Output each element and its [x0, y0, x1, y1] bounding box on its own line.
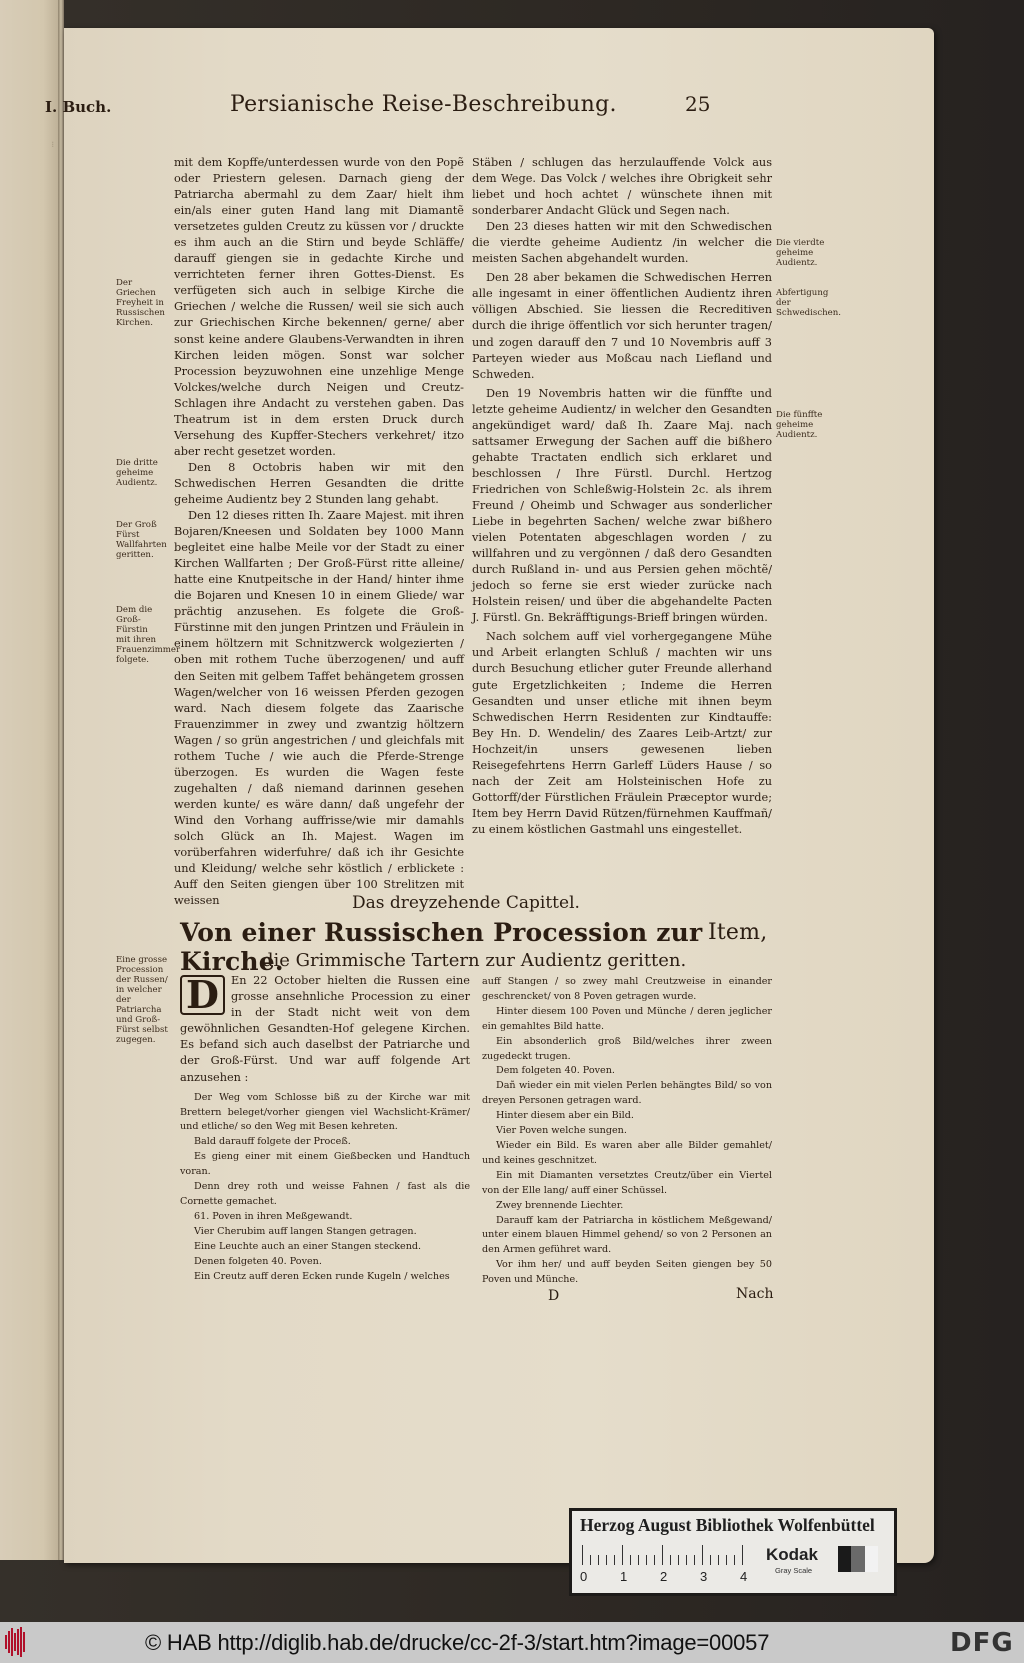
page-number: 25: [685, 92, 711, 116]
footer-bar: [0, 1622, 1024, 1663]
running-title: Persianische Reise-Beschreibung.: [230, 92, 617, 117]
paragraph: mit dem Kopffe/unterdessen wurde von den Popẽ oder Priestern gelesen. Darnach gieng der Patriarcha abermahl zu dem Zaar/ hielt ihm ein/als einer guten Hand lang mit Diamantẽ versetzetes gulden Creutz zu küssen vor / druckte es ihm auch an die Stirn und beyde Schläffe/ darauff giengen sie in gedachte Kirche und verrichteten ferner ihren Gottes-Dienst. Es verfügeten sich auch in selbige Kirche die Griechen / welche die Russen/ weil sie sich auch zur Griechischen Kirche bekennen/ gerne/ aber sonst keine andere Glaubens-Verwandten in ihren Kirchen leiden mögen. Sonst war solcher Procession beyzuwohnen eine unzehlige Menge Volckes/welche durch Neigen und Creutz-Schlagen ihre Andacht zu verstehen gaben. Das Theatrum ist in dem ersten Druck durch Versehung des Kupffer-Stechers verkehret/ itzo aber recht gesetzet worden.: [174, 156, 464, 458]
list-item: Der Weg vom Schlosse biß zu der Kirche war mit Brettern beleget/vorher giengen viel Wachslicht-Krämer/ und etliche/ so den Weg mit Besen kehreten.: [180, 1091, 470, 1133]
scale-target: [572, 1511, 894, 1593]
ruler-label: 0: [580, 1569, 588, 1584]
list-item: Vor ihm her/ und auff beyden Seiten giengen bey 50 Poven und Münche.: [482, 1259, 772, 1286]
paragraph: En 22 October hielten die Russen eine grosse ansehnliche Procession zu einer in der Stadt nicht weit von dem gewöhnlichen Gesandten-Hof gelegene Kirchen. Es befand sich auch daselbst der Patriarche und der Groß-Fürst. Und war auff folgende Art anzusehen :: [180, 974, 470, 1084]
ghost-text: ⁝: [51, 140, 54, 149]
signature-mark: D: [548, 1288, 560, 1304]
left-column-top: [174, 155, 464, 909]
list-item: Eine Leuchte auch an einer Stangen steckend.: [194, 1240, 422, 1252]
margin-note: Abfertigung der Schwedischen.: [776, 288, 842, 318]
ruler-label: 1: [620, 1569, 628, 1584]
paragraph: Den 12 dieses ritten Ih. Zaare Majest. mit ihren Bojaren/Kneesen und Soldaten bey 1000 Mann begleitet eine halbe Meile vor der Stadt zu einer Kirchen Wallfarten ; Der Groß-Fürst ritte alleine/ hatte eine Knutpeitsche in der Hand/ hinter ihme die Bojaren und Knesen 10 in einem Gliede/ war prächtig anzusehen. Es folgete die Groß-Fürstinne mit den jungen Printzen und Fräulein in einem höltzern mit Schnitzwerck wolgezierten / oben mit rothem Tuche überzogenen/ und auff den Seiten mit gelbem Taffet behängetem grossen Wagen/welcher von 16 weissen Pferden gezogen ward. Nach diesem folgete das Zaarische Frauenzimmer in zwey und zwantzig höltzern Wagen / so grün angestrichen / und gleichfals mit rothem Tuche / wie auch die Pferde-Strenge überzogen. Es wurden die Wagen feste zugehalten / daß niemand darinnen gesehen werden kunte/ es wäre dann/ daß ungefehr der Wind den Vorhang auffrisse/wie mir damahls solch Glück an Ih. Majest. Wagen im vorüberfahren widerfuhre/ daß ich ihr Gesichte und Kleidung/ welche sehr köstlich / erblickete : Auff den Seiten giengen über 100 Strelitzen mit weissen: [174, 509, 464, 908]
list-item: Dañ wieder ein mit vielen Perlen behängtes Bild/ so von dreyen Personen getragen ward.: [482, 1080, 772, 1107]
book-label: I. Buch.: [45, 98, 112, 116]
catchword: Nach: [736, 1286, 774, 1302]
paragraph: Stäben / schlugen das herzulauffende Volck aus dem Wege. Das Volck / welches ihre Obrigkeit sehr liebet und hoch achtet / wünschete ihnen mit sonderbarer Andacht Glück und Segen nach.: [472, 156, 772, 218]
chapter-title-text: Von einer Russischen Procession zur Kirche.: [180, 918, 703, 976]
chapter-number: Das dreyzehende Capittel.: [352, 893, 580, 913]
right-column-top: [472, 155, 772, 838]
paragraph: Den 19 Novembris hatten wir die fünffte und letzte geheime Audientz/ in welcher den Gesandten angekündiget ward/ daß Ih. Zaare Maj. nach sattsamer Erwegung der Sachen auff die bißhero gehabte Tractaten endlich sich erklaret und beschlossen / Ihre Fürstl. Durchl. Hertzog Friedrichen von Schleßwig-Holstein 2c. als ihrem Freund / Oheimb und Schwager aus sonderlicher Liebe in begehrten Sachen/ welche zwar bißhero vielen Potentaten abgeschlagen worden / zu willfahren und zu vergönnen / daß dero Gesandten durch Rußland in- und aus Persien gehen möchtẽ/ jedoch so ferne sie erst wieder zurücke nach Holstein reisen/ und über die abgehandelte Pacten J. Fürstl. Gn. Bekräfftigungs-Brieff bringen würden.: [472, 386, 772, 625]
paragraph: Den 23 dieses hatten wir mit den Schwedischen die vierdte geheime Audientz /in welcher die meisten Sachen abgehandelt wurden.: [472, 220, 772, 266]
scale-target-title: Herzog August Bibliothek Wolfenbüttel: [580, 1515, 875, 1535]
list-item: Denn drey roth und weisse Fahnen / fast als die Cornette gemachet.: [180, 1181, 470, 1207]
dropcap-initial: D: [180, 975, 225, 1015]
footer-credit-link[interactable]: © HAB http://diglib.hab.de/drucke/cc-2f-3/start.htm?image=00057: [145, 1630, 770, 1655]
list-item: Zwey brennende Liechter.: [496, 1199, 624, 1211]
list-item: auff Stangen / so zwey mahl Creutzweise in einander geschrencket/ von 8 Poven getragen wurde.: [482, 976, 772, 1002]
ruler-label: 4: [740, 1569, 748, 1584]
list-item: Wieder ein Bild. Es waren aber alle Bilder gemahlet/ und keines geschnitzet.: [482, 1139, 772, 1166]
right-column-bottom: [482, 975, 772, 1288]
list-item: Vier Poven welche sungen.: [496, 1125, 627, 1137]
list-item: Vier Cherubim auff langen Stangen getragen.: [194, 1225, 417, 1237]
paragraph: Den 8 Octobris haben wir mit den Schwedischen Herren Gesandten die dritte geheime Audientz bey 2 Stunden lang gehabt.: [174, 460, 464, 506]
hab-logo-icon: [5, 1627, 25, 1657]
list-item: Hinter diesem 100 Poven und Münche / deren jeglicher ein gemahltes Bild hatte.: [482, 1005, 772, 1032]
list-item: Ein mit Diamanten versetztes Creutz/über ein Viertel von der Elle lang/ auff einer Schüssel.: [482, 1169, 772, 1196]
list-item: Dem folgeten 40. Poven.: [496, 1065, 615, 1077]
list-item: Ein absonderlich groß Bild/welches ihrer zween zugedeckt trugen.: [482, 1035, 772, 1062]
list-item: Denen folgeten 40. Poven.: [194, 1255, 322, 1267]
kodak-logo: Kodak: [766, 1545, 818, 1564]
previous-page-edge: [0, 0, 62, 1560]
list-item: Ein Creutz auff deren Ecken runde Kugeln / welches: [194, 1270, 450, 1282]
chapter-subtitle: die Grimmische Tartern zur Audientz geritten.: [262, 950, 687, 971]
dfg-logo: DFG: [950, 1628, 1014, 1658]
list-item: Bald darauff folgete der Proceß.: [194, 1136, 351, 1148]
margin-note: Dem die Groß-Fürstin mit ihren Frauenzimmer folgete.: [116, 605, 181, 665]
list-item: Darauff kam der Patriarcha in köstlichem Meßgewand/ unter einem blauen Himmel gehend/ so von 2 Personen an den Armen geführet ward.: [482, 1214, 772, 1256]
left-column-bottom: [180, 973, 470, 1284]
list-item: Hinter diesem aber ein Bild.: [496, 1110, 634, 1122]
list-item: 61. Poven in ihren Meßgewandt.: [194, 1210, 353, 1222]
margin-note: Die fünffte geheime Audientz.: [776, 410, 823, 440]
ruler-label: 3: [700, 1569, 708, 1584]
paragraph: Nach solchem auff viel vorhergegangene Mühe und Arbeit erlangten Schluß / machten wir uns durch Besuchung etlicher guter Freunde allerhand gute Ergetzlichkeiten ; Indeme die Herren Gesandten und unser etliche mit ihnen beym Schwedischen Herrn Residenten zur Kindtauffe: Bey Hn. D. Wendelin/ des Zaares Leib-Artzt/ zur Hochzeit/in unsers gewesenen lieben Reisegefehrtens Herrn Garleff Lüders Hause / so nach der Zeit am Holsteinischen Hofe zu Gottorff/der Fürstlichen Fräulein Præceptor wurde; Item bey Herrn David Rützen/fürnehmen Kauffmañ/ zu einem köstlichen Gastmahl uns eingestellet.: [472, 630, 772, 836]
margin-note: Der Groß Fürst Wallfahrten geritten.: [116, 520, 167, 560]
chapter-title-item: Item,: [708, 920, 768, 945]
kodak-subtitle: Gray Scale: [775, 1566, 813, 1575]
gray-scale-patches: [838, 1546, 878, 1572]
ruler-label: 2: [660, 1569, 668, 1584]
margin-note: Der Griechen Freyheit in Russischen Kirchen.: [116, 278, 165, 328]
margin-note: Eine grosse Procession der Russen/ in welcher der Patriarcha und Groß-Fürst selbst zugegen.: [116, 955, 168, 1045]
list-item: Es gieng einer mit einem Gießbecken und Handtuch voran.: [180, 1151, 470, 1178]
procession-list: [180, 1091, 470, 1285]
margin-note: Die vierdte geheime Audientz.: [776, 238, 825, 268]
paragraph: Den 28 aber bekamen die Schwedischen Herren alle ingesamt in einer öffentlichen Audientz ihren völligen Abschied. Sie liessen die Recreditiven durch die ihrige öffentlich vor sich herunter tragen/ und zogen darauff den 7 und 10 Novembris auff 3 Parteyen wieder aus Moßcau nach Liefland und Schweden.: [472, 271, 772, 381]
margin-note: Die dritte geheime Audientz.: [116, 458, 158, 488]
